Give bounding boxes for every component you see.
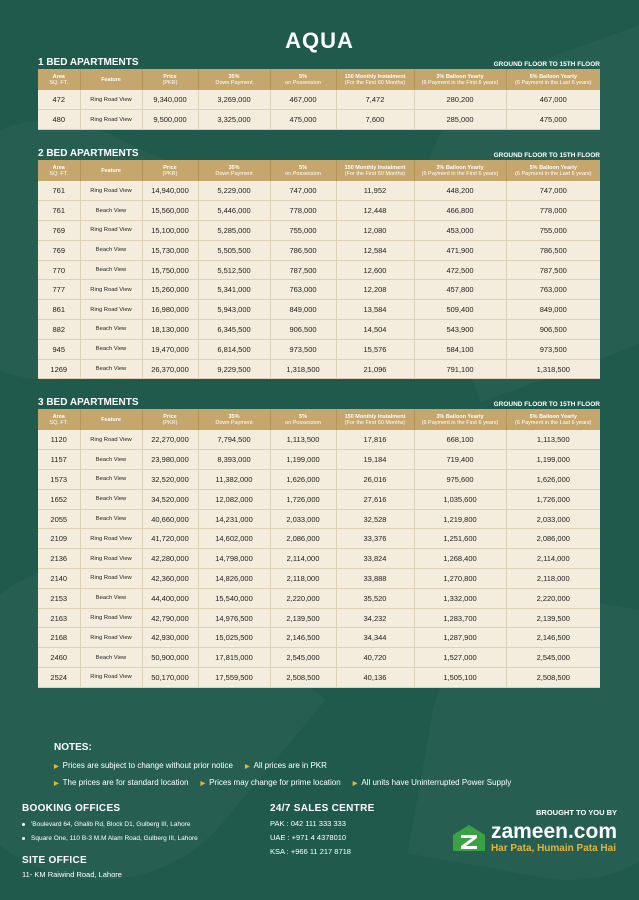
triangle-bullet-icon: ▶ xyxy=(244,764,250,770)
table-cell: 2,086,000 xyxy=(506,529,600,549)
table-cell: 467,000 xyxy=(506,90,600,110)
table-row xyxy=(38,509,600,529)
table-cell: 849,000 xyxy=(270,300,336,320)
notes xyxy=(54,742,523,795)
table-cell: Ring Road View xyxy=(80,430,142,450)
bullet-icon xyxy=(22,823,25,826)
table-cell: 2,033,000 xyxy=(506,509,600,529)
section-floor: GROUND FLOOR TO 15TH FLOOR xyxy=(493,401,600,408)
table-cell: 467,000 xyxy=(270,90,336,110)
table-cell: Ring Road View xyxy=(80,300,142,320)
table-row xyxy=(38,181,600,201)
table-cell: 12,448 xyxy=(336,201,414,221)
table-cell: 12,600 xyxy=(336,260,414,280)
triangle-bullet-icon: ▶ xyxy=(200,781,206,787)
table-cell: 2,114,000 xyxy=(270,549,336,569)
bullet-icon xyxy=(22,837,25,840)
table-cell: 466,800 xyxy=(414,201,506,221)
table-cell: 791,100 xyxy=(414,359,506,379)
table-cell: 2,139,500 xyxy=(270,608,336,628)
section-1-bed xyxy=(38,54,600,130)
table-cell: 12,584 xyxy=(336,240,414,260)
table-cell: Beach View xyxy=(80,201,142,221)
table-row xyxy=(38,648,600,668)
table-row xyxy=(38,489,600,509)
sales-phone-uae: UAE : +971 4 4378010 xyxy=(270,833,347,842)
column-header: 5% on Possession xyxy=(270,409,336,430)
table-cell: 12,082,000 xyxy=(198,489,270,509)
table-cell: 882 xyxy=(38,320,80,340)
table-cell: 11,382,000 xyxy=(198,470,270,490)
table-cell: 15,730,000 xyxy=(142,240,198,260)
table-cell: 2163 xyxy=(38,608,80,628)
table-cell: 14,602,000 xyxy=(198,529,270,549)
table-row xyxy=(38,470,600,490)
note-item: ▶ All units have Uninterrupted Power Supply xyxy=(352,778,512,787)
price-table xyxy=(38,160,600,379)
table-cell: 27,616 xyxy=(336,489,414,509)
section-title: 2 BED APARTMENTS xyxy=(38,148,139,159)
table-cell: 719,400 xyxy=(414,450,506,470)
column-header: Feature xyxy=(80,69,142,90)
table-cell: Beach View xyxy=(80,588,142,608)
section-title: 3 BED APARTMENTS xyxy=(38,397,139,408)
table-cell: 40,136 xyxy=(336,668,414,688)
table-cell: 50,170,000 xyxy=(142,668,198,688)
table-cell: 475,000 xyxy=(506,110,600,130)
table-cell: 14,231,000 xyxy=(198,509,270,529)
table-cell: Ring Road View xyxy=(80,668,142,688)
table-cell: 480 xyxy=(38,110,80,130)
table-cell: 6,345,500 xyxy=(198,320,270,340)
table-cell: 2,508,500 xyxy=(270,668,336,688)
table-cell: Beach View xyxy=(80,320,142,340)
table-cell: 2109 xyxy=(38,529,80,549)
table-cell: 1269 xyxy=(38,359,80,379)
table-cell: 32,528 xyxy=(336,509,414,529)
column-header: 5% Balloon Yearly (6 Payment in the Last 6 years) xyxy=(506,160,600,181)
column-header: 150 Monthly Instalment (For the First 60 Months) xyxy=(336,409,414,430)
table-cell: Ring Road View xyxy=(80,549,142,569)
table-cell: 1,726,000 xyxy=(506,489,600,509)
table-cell: 584,100 xyxy=(414,339,506,359)
booking-address-1: 'Boulevard 64, Ghalib Rd, Block D1, Gulberg III, Lahore xyxy=(22,821,198,828)
table-cell: 471,900 xyxy=(414,240,506,260)
table-cell: 769 xyxy=(38,240,80,260)
table-cell: 15,576 xyxy=(336,339,414,359)
table-cell: 1,527,000 xyxy=(414,648,506,668)
site-address: 11- KM Raiwind Road, Lahore xyxy=(22,870,122,879)
triangle-bullet-icon: ▶ xyxy=(54,781,59,787)
table-cell: 2,118,000 xyxy=(270,569,336,589)
table-cell: 2136 xyxy=(38,549,80,569)
table-cell: 786,500 xyxy=(506,240,600,260)
table-cell: Ring Road View xyxy=(80,110,142,130)
table-cell: 5,943,000 xyxy=(198,300,270,320)
table-cell: 16,980,000 xyxy=(142,300,198,320)
table-cell: 2153 xyxy=(38,588,80,608)
column-header: Area SQ. FT. xyxy=(38,69,80,90)
table-cell: 945 xyxy=(38,339,80,359)
table-cell: 975,600 xyxy=(414,470,506,490)
table-cell: 861 xyxy=(38,300,80,320)
brand-block xyxy=(451,808,617,854)
column-header: 5% on Possession xyxy=(270,160,336,181)
table-cell: 1,113,500 xyxy=(506,430,600,450)
table-row xyxy=(38,588,600,608)
sales-title: 24/7 SALES CENTRE xyxy=(270,803,375,814)
table-cell: 761 xyxy=(38,201,80,221)
table-row xyxy=(38,359,600,379)
table-cell: 2,220,000 xyxy=(270,588,336,608)
sales-phone-ksa: KSA : +966 11 217 8718 xyxy=(270,847,351,856)
table-cell: 1,199,000 xyxy=(506,450,600,470)
table-cell: 33,888 xyxy=(336,569,414,589)
section-floor: GROUND FLOOR TO 15TH FLOOR xyxy=(493,61,600,68)
table-cell: 15,100,000 xyxy=(142,221,198,241)
table-cell: 14,976,500 xyxy=(198,608,270,628)
table-cell: 786,500 xyxy=(270,240,336,260)
table-cell: 3,325,000 xyxy=(198,110,270,130)
site-title: SITE OFFICE xyxy=(22,855,87,866)
table-cell: 747,000 xyxy=(506,181,600,201)
section-2-bed xyxy=(38,145,600,379)
table-row xyxy=(38,90,600,110)
table-row xyxy=(38,569,600,589)
table-cell: 40,660,000 xyxy=(142,509,198,529)
table-header xyxy=(38,69,600,90)
table-cell: 40,720 xyxy=(336,648,414,668)
table-cell: 2055 xyxy=(38,509,80,529)
brand-tagline: Har Pata, Humain Pata Hai xyxy=(490,843,616,854)
notes-title: NOTES: xyxy=(54,742,92,753)
table-cell: Ring Road View xyxy=(80,529,142,549)
table-cell: 9,500,000 xyxy=(142,110,198,130)
table-cell: 2,545,000 xyxy=(270,648,336,668)
section-floor: GROUND FLOOR TO 15TH FLOOR xyxy=(493,152,600,159)
table-cell: Ring Road View xyxy=(80,280,142,300)
table-cell: 755,000 xyxy=(270,221,336,241)
table-cell: 787,500 xyxy=(506,260,600,280)
table-cell: 5,446,000 xyxy=(198,201,270,221)
table-cell: 763,000 xyxy=(270,280,336,300)
column-header: 3% Balloon Yearly (6 Payment in the First 6 years) xyxy=(414,409,506,430)
table-cell: 472,500 xyxy=(414,260,506,280)
table-cell: 42,280,000 xyxy=(142,549,198,569)
column-header: Area SQ. FT. xyxy=(38,160,80,181)
table-cell: 11,952 xyxy=(336,181,414,201)
column-header: Area SQ. FT. xyxy=(38,409,80,430)
table-cell: 906,500 xyxy=(506,320,600,340)
zameen-logo-icon xyxy=(451,823,487,853)
table-cell: 1,505,100 xyxy=(414,668,506,688)
table-cell: 1,035,600 xyxy=(414,489,506,509)
table-cell: 2,118,000 xyxy=(506,569,600,589)
table-cell: 21,096 xyxy=(336,359,414,379)
table-cell: Ring Road View xyxy=(80,221,142,241)
table-cell: 5,285,000 xyxy=(198,221,270,241)
table-cell: 763,000 xyxy=(506,280,600,300)
table-row xyxy=(38,260,600,280)
table-cell: Beach View xyxy=(80,470,142,490)
table-cell: Beach View xyxy=(80,260,142,280)
table-cell: 14,504 xyxy=(336,320,414,340)
table-cell: 50,900,000 xyxy=(142,648,198,668)
column-header: 3% Balloon Yearly (6 Payment in the First 6 years) xyxy=(414,69,506,90)
table-cell: 769 xyxy=(38,221,80,241)
triangle-bullet-icon: ▶ xyxy=(54,764,59,770)
note-item: ▶ All prices are in PKR xyxy=(244,761,327,770)
table-cell: 15,750,000 xyxy=(142,260,198,280)
column-header: 5% Balloon Yearly (6 Payment in the Last 6 years) xyxy=(506,409,600,430)
table-cell: 2,545,000 xyxy=(506,648,600,668)
table-cell: 34,344 xyxy=(336,628,414,648)
table-cell: 5,505,500 xyxy=(198,240,270,260)
table-cell: 5,341,000 xyxy=(198,280,270,300)
table-cell: Beach View xyxy=(80,359,142,379)
table-cell: 1652 xyxy=(38,489,80,509)
table-row xyxy=(38,280,600,300)
table-cell: Ring Road View xyxy=(80,90,142,110)
table-cell: 5,229,000 xyxy=(198,181,270,201)
note-item: ▶ Prices may change for prime location xyxy=(200,778,341,787)
table-cell: 17,815,000 xyxy=(198,648,270,668)
table-row xyxy=(38,300,600,320)
table-cell: 778,000 xyxy=(270,201,336,221)
table-cell: 15,540,000 xyxy=(198,588,270,608)
sales-phone-pak: PAK : 042 111 333 333 xyxy=(270,819,346,828)
table-cell: 747,000 xyxy=(270,181,336,201)
table-cell: Ring Road View xyxy=(80,569,142,589)
table-cell: 1,318,500 xyxy=(506,359,600,379)
table-cell: 1,199,000 xyxy=(270,450,336,470)
table-cell: 5,512,500 xyxy=(198,260,270,280)
column-header: Price (PKR) xyxy=(142,69,198,90)
table-cell: 26,016 xyxy=(336,470,414,490)
brought-to-you: BROUGHT TO YOU BY xyxy=(536,808,617,817)
table-cell: Beach View xyxy=(80,489,142,509)
table-cell: 755,000 xyxy=(506,221,600,241)
table-cell: 973,500 xyxy=(506,339,600,359)
column-header: 35% Down Payment xyxy=(198,409,270,430)
table-cell: 906,500 xyxy=(270,320,336,340)
table-cell: 1120 xyxy=(38,430,80,450)
table-cell: 1,287,900 xyxy=(414,628,506,648)
table-cell: 33,824 xyxy=(336,549,414,569)
table-cell: 9,229,500 xyxy=(198,359,270,379)
table-cell: 2,508,500 xyxy=(506,668,600,688)
table-cell: 9,340,000 xyxy=(142,90,198,110)
table-cell: 472 xyxy=(38,90,80,110)
note-line xyxy=(54,778,523,787)
table-header xyxy=(38,409,600,430)
table-row xyxy=(38,320,600,340)
column-header: 35% Down Payment xyxy=(198,160,270,181)
table-header xyxy=(38,160,600,181)
table-cell: 2168 xyxy=(38,628,80,648)
table-cell: 448,200 xyxy=(414,181,506,201)
booking-address-2: Square One, 110 B-3 M.M Alam Road, Gulberg III, Lahore xyxy=(22,835,198,842)
table-cell: 1,332,000 xyxy=(414,588,506,608)
table-row xyxy=(38,240,600,260)
table-cell: 1,626,000 xyxy=(506,470,600,490)
table-row xyxy=(38,628,600,648)
column-header: 5% Balloon Yearly (6 Payment in the Last 6 years) xyxy=(506,69,600,90)
triangle-bullet-icon: ▶ xyxy=(352,781,358,787)
brand-name: zameen.com xyxy=(490,820,617,843)
column-header: 150 Monthly Instalment (For the First 60 Months) xyxy=(336,69,414,90)
column-header: Feature xyxy=(80,160,142,181)
table-cell: 8,393,000 xyxy=(198,450,270,470)
table-cell: 14,940,000 xyxy=(142,181,198,201)
table-cell: 285,000 xyxy=(414,110,506,130)
booking-offices xyxy=(22,803,198,842)
table-cell: 2,146,500 xyxy=(506,628,600,648)
table-cell: 1,726,000 xyxy=(270,489,336,509)
price-table xyxy=(38,69,600,130)
table-cell: 13,584 xyxy=(336,300,414,320)
table-cell: 42,790,000 xyxy=(142,608,198,628)
table-cell: 6,814,500 xyxy=(198,339,270,359)
table-cell: 770 xyxy=(38,260,80,280)
column-header: 150 Monthly Instalment (For the First 60 Months) xyxy=(336,160,414,181)
page-title: AQUA xyxy=(285,28,354,53)
table-cell: 2460 xyxy=(38,648,80,668)
table-cell: Ring Road View xyxy=(80,181,142,201)
section-title: 1 BED APARTMENTS xyxy=(38,57,139,68)
table-cell: 23,980,000 xyxy=(142,450,198,470)
table-cell: 34,232 xyxy=(336,608,414,628)
table-cell: 18,130,000 xyxy=(142,320,198,340)
table-row xyxy=(38,668,600,688)
table-cell: 2140 xyxy=(38,569,80,589)
table-cell: 26,370,000 xyxy=(142,359,198,379)
table-row xyxy=(38,450,600,470)
table-cell: 1,283,700 xyxy=(414,608,506,628)
table-row xyxy=(38,430,600,450)
table-cell: 761 xyxy=(38,181,80,201)
table-cell: 19,184 xyxy=(336,450,414,470)
table-cell: 12,080 xyxy=(336,221,414,241)
table-row xyxy=(38,549,600,569)
table-cell: 1,626,000 xyxy=(270,470,336,490)
table-cell: 15,560,000 xyxy=(142,201,198,221)
column-header: 35% Down Payment xyxy=(198,69,270,90)
column-header: 5% on Possession xyxy=(270,69,336,90)
note-line xyxy=(54,761,523,770)
table-cell: 1,268,400 xyxy=(414,549,506,569)
table-cell: Beach View xyxy=(80,509,142,529)
table-cell: 2,086,000 xyxy=(270,529,336,549)
table-cell: 973,500 xyxy=(270,339,336,359)
table-row xyxy=(38,339,600,359)
table-cell: 42,930,000 xyxy=(142,628,198,648)
table-cell: Beach View xyxy=(80,450,142,470)
table-cell: 19,470,000 xyxy=(142,339,198,359)
table-cell: 2,146,500 xyxy=(270,628,336,648)
table-cell: 280,200 xyxy=(414,90,506,110)
table-cell: 849,000 xyxy=(506,300,600,320)
table-cell: 2524 xyxy=(38,668,80,688)
table-cell: 7,794,500 xyxy=(198,430,270,450)
table-cell: 777 xyxy=(38,280,80,300)
table-row xyxy=(38,110,600,130)
table-cell: 778,000 xyxy=(506,201,600,221)
table-cell: 1,219,800 xyxy=(414,509,506,529)
table-cell: 3,269,000 xyxy=(198,90,270,110)
section-3-bed xyxy=(38,394,600,688)
table-cell: 543,900 xyxy=(414,320,506,340)
table-cell: 42,360,000 xyxy=(142,569,198,589)
table-cell: 1,113,500 xyxy=(270,430,336,450)
column-header: 3% Balloon Yearly (6 Payment in the First 6 years) xyxy=(414,160,506,181)
site-office xyxy=(22,855,122,879)
table-cell: 1157 xyxy=(38,450,80,470)
table-cell: 12,208 xyxy=(336,280,414,300)
table-cell: 17,816 xyxy=(336,430,414,450)
table-cell: 34,520,000 xyxy=(142,489,198,509)
table-cell: 7,600 xyxy=(336,110,414,130)
table-cell: 44,400,000 xyxy=(142,588,198,608)
table-cell: 787,500 xyxy=(270,260,336,280)
table-cell: 457,800 xyxy=(414,280,506,300)
price-table xyxy=(38,409,600,688)
table-cell: 15,260,000 xyxy=(142,280,198,300)
table-cell: 32,520,000 xyxy=(142,470,198,490)
table-cell: 2,114,000 xyxy=(506,549,600,569)
table-row xyxy=(38,201,600,221)
table-cell: 1,270,800 xyxy=(414,569,506,589)
table-row xyxy=(38,529,600,549)
table-cell: Beach View xyxy=(80,240,142,260)
column-header: Feature xyxy=(80,409,142,430)
sales-centre xyxy=(270,803,375,856)
table-cell: 668,100 xyxy=(414,430,506,450)
table-cell: Ring Road View xyxy=(80,608,142,628)
table-cell: 2,220,000 xyxy=(506,588,600,608)
note-item: ▶ Prices are subject to change without prior notice xyxy=(54,761,233,770)
table-cell: 1,318,500 xyxy=(270,359,336,379)
table-row xyxy=(38,221,600,241)
note-item: ▶ The prices are for standard location xyxy=(54,778,189,787)
table-cell: 453,000 xyxy=(414,221,506,241)
table-cell: 14,798,000 xyxy=(198,549,270,569)
table-cell: 33,376 xyxy=(336,529,414,549)
column-header: Price (PKR) xyxy=(142,160,198,181)
table-cell: 1,251,600 xyxy=(414,529,506,549)
table-row xyxy=(38,608,600,628)
table-cell: 1573 xyxy=(38,470,80,490)
table-cell: 35,520 xyxy=(336,588,414,608)
table-cell: 2,033,000 xyxy=(270,509,336,529)
table-cell: 7,472 xyxy=(336,90,414,110)
table-cell: 22,270,000 xyxy=(142,430,198,450)
table-cell: 41,720,000 xyxy=(142,529,198,549)
table-cell: 15,025,500 xyxy=(198,628,270,648)
column-header: Price (PKR) xyxy=(142,409,198,430)
table-cell: Beach View xyxy=(80,648,142,668)
table-cell: 14,826,000 xyxy=(198,569,270,589)
table-cell: Ring Road View xyxy=(80,628,142,648)
booking-title: BOOKING OFFICES xyxy=(22,803,121,814)
table-cell: 509,400 xyxy=(414,300,506,320)
table-cell: 475,000 xyxy=(270,110,336,130)
table-cell: Beach View xyxy=(80,339,142,359)
table-cell: 2,139,500 xyxy=(506,608,600,628)
table-cell: 17,559,500 xyxy=(198,668,270,688)
